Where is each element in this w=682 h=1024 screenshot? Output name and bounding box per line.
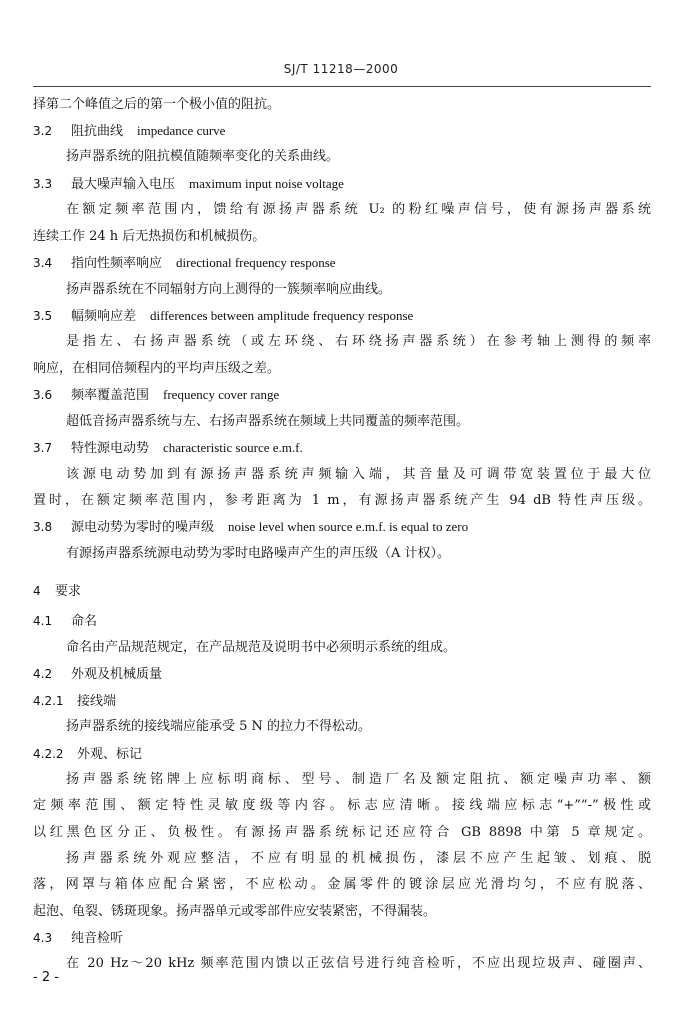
section-number: 4 — [33, 584, 41, 598]
section-heading-3-3 — [33, 171, 651, 197]
section-heading-4-2 — [33, 661, 651, 687]
section-number: 3.7 — [33, 441, 53, 455]
section-title-en: characteristic source e.m.f. — [163, 440, 303, 455]
section-number: 3.5 — [33, 309, 53, 323]
section-title-en: differences between amplitude frequency response — [150, 308, 414, 323]
section-heading-4-3 — [33, 925, 651, 951]
section-title-zh: 指向性频率响应 — [71, 256, 163, 271]
body-text: 响应，在相同倍频程内的平均声压级之差。 — [33, 361, 281, 376]
section-title-zh: 命名 — [71, 614, 98, 629]
header-divider — [33, 86, 651, 87]
section-number: 4.2 — [33, 667, 53, 681]
body-text: 起泡、龟裂、锈斑现象。扬声器单元或零部件应安装紧密，不得漏装。 — [33, 904, 437, 919]
section-title-en: directional frequency response — [176, 255, 336, 270]
section-number: 3.4 — [33, 256, 53, 270]
section-heading-3-8 — [33, 514, 651, 540]
section-title-zh: 特性源电动势 — [71, 441, 150, 456]
page-header: SJ/T 11218—2000 — [283, 62, 399, 76]
section-number: 4.2.1 — [33, 694, 64, 708]
section-title-zh: 最大噪声输入电压 — [71, 177, 176, 192]
section-number: 3.3 — [33, 177, 53, 191]
body-text: 有源扬声器系统源电动势为零时电路噪声产生的声压级（A 计权）。 — [66, 546, 451, 561]
body-text: 该源电动势加到有源扬声器系统声频输入端，其音量及可调带宽装置位于最大位 — [66, 467, 651, 482]
section-number: 3.6 — [33, 388, 53, 402]
body-text: 扬声器系统铭牌上应标明商标、型号、制造厂名及额定阻抗、额定噪声功率、额 — [66, 772, 651, 787]
section-heading-4-2-2 — [33, 741, 651, 767]
body-text: 扬声器系统的阻抗模值随频率变化的关系曲线。 — [66, 149, 340, 164]
section-heading-3-2 — [33, 118, 651, 144]
body-text: 在 20 Hz～20 kHz 频率范围内馈以正弦信号进行纯音检听，不应出现垃圾声、碰圈声、 — [66, 956, 651, 971]
body-text: 在额定频率范围内，馈给有源扬声器系统 U₂ 的粉红噪声信号，使有源扬声器系统 — [66, 202, 651, 217]
body-text: 扬声器系统在不同辐射方向上测得的一簇频率响应曲线。 — [66, 282, 392, 297]
section-title-zh: 源电动势为零时的噪声级 — [71, 520, 215, 535]
section-heading-4-1 — [33, 608, 651, 634]
section-heading-3-7 — [33, 435, 651, 461]
section-heading-4-2-1 — [33, 688, 651, 714]
section-number: 4.1 — [33, 614, 53, 628]
body-text: 扬声器系统外观应整洁，不应有明显的机械损伤，漆层不应产生起皱、划痕、脱 — [66, 851, 651, 866]
body-text: 命名由产品规范规定，在产品规范及说明书中必须明示系统的组成。 — [66, 640, 457, 655]
body-text: 是指左、右扬声器系统（或左环绕、右环绕扬声器系统）在参考轴上测得的频率 — [66, 334, 651, 349]
section-title-zh: 外观及机械质量 — [71, 667, 163, 682]
section-title-en: impedance curve — [137, 123, 226, 138]
section-heading-3-4 — [33, 250, 651, 276]
section-number: 4.3 — [33, 931, 53, 945]
body-text: 以红黑色区分正、负极性。有源扬声器系统标记还应符合 GB 8898 中第 5 章规定。 — [33, 825, 651, 840]
section-title-en: frequency cover range — [163, 387, 280, 402]
section-heading-3-5 — [33, 303, 651, 329]
section-title-zh: 幅频响应差 — [71, 309, 137, 324]
body-text: 落，网罩与箱体应配合紧密，不应松动。金属零件的镀涂层应光滑均匀，不应有脱落、 — [33, 877, 651, 892]
section-title-zh: 阻抗曲线 — [71, 124, 124, 139]
body-text: 择第二个峰值之后的第一个极小值的阻抗。 — [33, 97, 281, 112]
body-text: 超低音扬声器系统与左、右扬声器系统在频域上共同覆盖的频率范围。 — [66, 414, 470, 429]
section-title-en: noise level when source e.m.f. is equal to zero — [228, 519, 469, 534]
section-heading-3-6 — [33, 382, 651, 408]
section-number: 3.8 — [33, 520, 53, 534]
section-title-zh: 纯音检听 — [71, 931, 124, 946]
section-title-zh: 要求 — [55, 584, 82, 599]
body-text: 定频率范围、额定特性灵敏度级等内容。标志应清晰。接线端应标志“+”“-”极性或 — [33, 798, 651, 813]
body-text: 置时，在额定频率范围内，参考距离为 1 m，有源扬声器系统产生 94 dB 特性声压级。 — [33, 493, 651, 508]
section-number: 4.2.2 — [33, 747, 64, 761]
page-number: - 2 - — [33, 970, 59, 985]
section-title-zh: 频率覆盖范围 — [71, 388, 150, 403]
body-text: 连续工作 24 h 后无热损伤和机械损伤。 — [33, 229, 266, 244]
section-title-en: maximum input noise voltage — [189, 176, 344, 191]
section-title-zh: 接线端 — [77, 694, 117, 709]
section-heading-4 — [33, 578, 651, 604]
body-text: 扬声器系统的接线端应能承受 5 N 的拉力不得松动。 — [66, 719, 372, 734]
section-number: 3.2 — [33, 124, 53, 138]
section-title-zh: 外观、标记 — [77, 747, 143, 762]
